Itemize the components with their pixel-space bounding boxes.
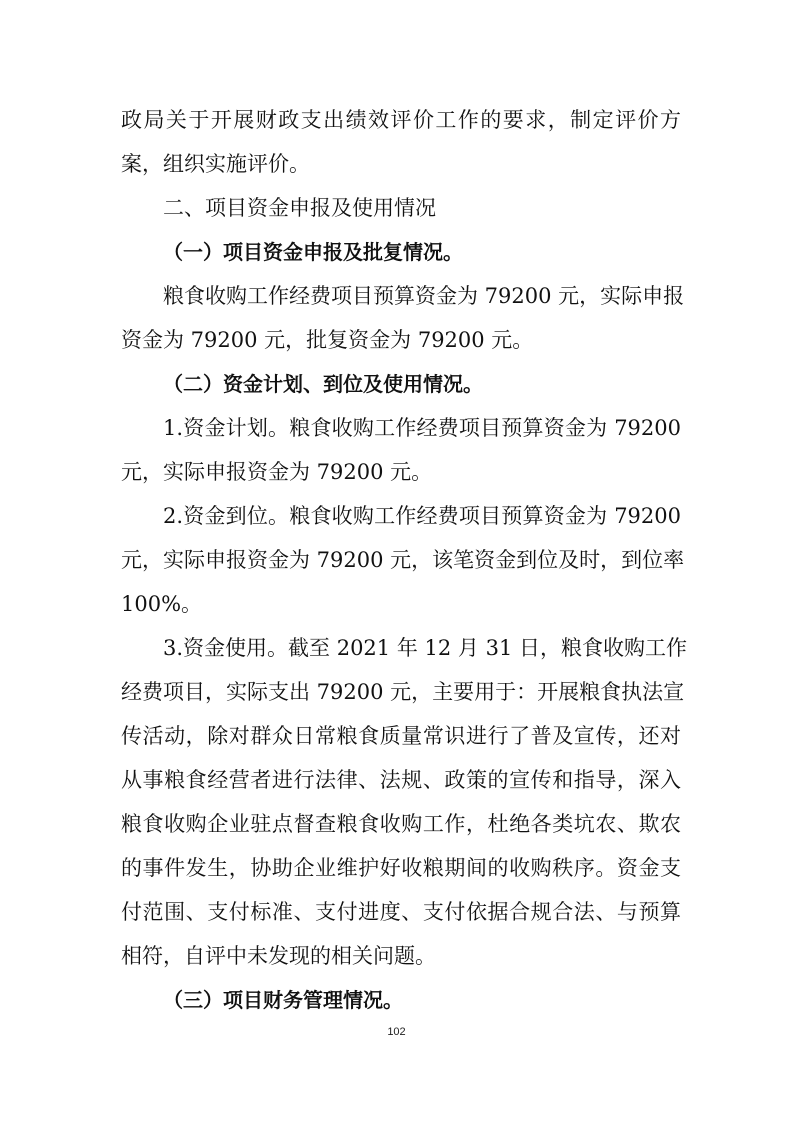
subsection-heading-1: （一）项目资金申报及批复情况。 <box>163 240 463 264</box>
body-line: 经费项目，实际支出 79200 元，主要用于：开展粮食执法宣 <box>121 680 685 704</box>
body-line: 案，组织实施评价。 <box>121 152 310 176</box>
body-line: 元，实际申报资金为 79200 元，该笔资金到位及时，到位率 <box>121 548 685 572</box>
section-heading-2: 二、项目资金申报及使用情况 <box>163 196 436 220</box>
body-line: 粮食收购企业驻点督查粮食收购工作，杜绝各类坑农、欺农 <box>121 812 681 836</box>
subsection-heading-2: （二）资金计划、到位及使用情况。 <box>163 372 483 396</box>
body-line: 2.资金到位。粮食收购工作经费项目预算资金为 79200 <box>163 504 681 528</box>
body-line: 粮食收购工作经费项目预算资金为 79200 元，实际申报 <box>163 284 685 308</box>
body-line: 相符，自评中未发现的相关问题。 <box>121 944 436 968</box>
body-line: 资金为 79200 元，批复资金为 79200 元。 <box>121 328 534 352</box>
page-number: 102 <box>387 1026 406 1038</box>
body-line: 100%。 <box>121 592 203 616</box>
body-line: 1.资金计划。粮食收购工作经费项目预算资金为 79200 <box>163 416 681 440</box>
body-line: 付范围、支付标准、支付进度、支付依据合规合法、与预算 <box>121 900 681 924</box>
subsection-heading-3: （三）项目财务管理情况。 <box>163 988 403 1012</box>
body-line: 元，实际申报资金为 79200 元。 <box>121 460 433 484</box>
body-line: 政局关于开展财政支出绩效评价工作的要求，制定评价方 <box>121 108 681 132</box>
body-line: 3.资金使用。截至 2021 年 12 月 31 日，粮食收购工作 <box>163 636 687 660</box>
body-line: 从事粮食经营者进行法律、法规、政策的宣传和指导，深入 <box>121 768 681 792</box>
body-line: 传活动，除对群众日常粮食质量常识进行了普及宣传，还对 <box>121 724 681 748</box>
body-line: 的事件发生，协助企业维护好收粮期间的收购秩序。资金支 <box>121 856 681 880</box>
